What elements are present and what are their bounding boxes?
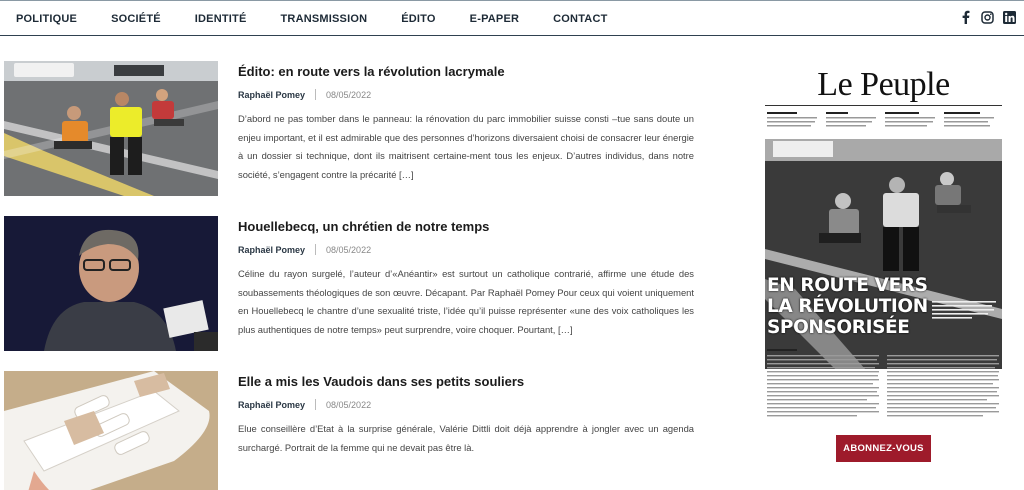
article-meta bbox=[238, 244, 694, 255]
article-thumbnail[interactable] bbox=[4, 216, 218, 351]
article-excerpt: Elue conseillère d’Etat à la surprise générale, Valérie Dittli doit déjà apprendre à jongler avec un agenda surchargé. Portrait de la femme qui ne devait pas être là. bbox=[238, 423, 694, 453]
article-meta bbox=[238, 89, 694, 100]
cover-teaser bbox=[885, 112, 941, 133]
nav-item-contact[interactable]: CONTACT bbox=[553, 12, 608, 25]
sneaker-image bbox=[4, 371, 218, 490]
article-date: 08/05/2022 bbox=[326, 244, 372, 255]
headline-line: EN ROUTE VERS bbox=[767, 275, 928, 296]
nav-menu bbox=[16, 1, 642, 36]
nav-item-e-paper[interactable]: E-PAPER bbox=[469, 12, 520, 25]
article-body bbox=[238, 61, 694, 184]
newspaper-title: Le Peuple bbox=[817, 66, 950, 103]
cover-teaser bbox=[944, 112, 1000, 133]
meta-divider bbox=[315, 399, 316, 410]
cover-masthead bbox=[765, 61, 1002, 139]
social-links bbox=[958, 10, 1016, 24]
headline-summary bbox=[932, 301, 998, 326]
meta-divider bbox=[315, 244, 316, 255]
article-thumbnail[interactable] bbox=[4, 61, 218, 196]
nav-item-identite[interactable]: IDENTITÉ bbox=[194, 12, 247, 25]
article-body bbox=[238, 216, 694, 339]
article-title[interactable]: Houellebecq, un chrétien de notre temps bbox=[238, 219, 490, 234]
article-card bbox=[4, 216, 694, 351]
article-body bbox=[238, 371, 694, 457]
article-card bbox=[4, 61, 694, 196]
article-author[interactable]: Raphaël Pomey bbox=[238, 244, 306, 255]
activists-on-road-image bbox=[4, 61, 218, 196]
cover-editorial-text bbox=[765, 347, 1002, 445]
article-card bbox=[4, 371, 694, 490]
nav-item-societe[interactable]: SOCIÉTÉ bbox=[111, 12, 161, 25]
headline-line: LA RÉVOLUTION bbox=[767, 296, 928, 317]
article-title[interactable]: Elle a mis les Vaudois dans ses petits souliers bbox=[238, 374, 525, 389]
article-meta bbox=[238, 399, 694, 410]
cover-headline bbox=[767, 275, 928, 338]
article-excerpt: D’abord ne pas tomber dans le panneau: la rénovation du parc immobilier suisse consti –tue sans doute un enjeu important, et il est admirable que des personnes d’horizons diversaient choisi de consacrer leur énergie à un dossier si technique, dont ils maitrisent certaine-ment tous les enjeux. D’autres individus, dans notre société, s’engagent contre la précarité […] bbox=[238, 113, 694, 180]
nav-item-transmission[interactable]: TRANSMISSION bbox=[280, 12, 368, 25]
masthead-divider bbox=[765, 105, 1002, 106]
main-navigation bbox=[0, 0, 1024, 36]
meta-divider bbox=[315, 89, 316, 100]
nav-item-politique[interactable]: POLITIQUE bbox=[16, 12, 78, 25]
subscribe-button[interactable]: ABONNEZ-VOUS bbox=[836, 435, 931, 462]
cover-teaser bbox=[826, 112, 882, 133]
article-author[interactable]: Raphaël Pomey bbox=[238, 89, 306, 100]
cover-teaser bbox=[767, 112, 823, 133]
headline-line: SPONSORISÉE bbox=[767, 317, 910, 338]
article-thumbnail[interactable] bbox=[4, 371, 218, 490]
article-title[interactable]: Édito: en route vers la révolution lacrymale bbox=[238, 64, 505, 79]
author-portrait-image bbox=[4, 216, 218, 351]
nav-item-edito[interactable]: ÉDITO bbox=[401, 12, 436, 25]
article-date: 08/05/2022 bbox=[326, 399, 372, 410]
article-date: 08/05/2022 bbox=[326, 89, 372, 100]
linkedin-icon[interactable] bbox=[1002, 10, 1016, 24]
facebook-icon[interactable] bbox=[958, 10, 972, 24]
article-author[interactable]: Raphaël Pomey bbox=[238, 399, 306, 410]
article-excerpt: Céline du rayon surgelé, l’auteur d’«Anéantir» est surtout un catholique contrarié, affirme une étude des soubassements théologiques de son œuvre. Décapant. Par Raphaël Pomey Pour ceux qui voient uniquement en Houellebecq le chantre d’une sexualité triste, l’idée qu’il puisse représenter «une des voix catholiques les plus authentiques de notre temps» peut surprendre, voire choquer. Pourtant, […] bbox=[238, 268, 694, 335]
e-paper-cover[interactable] bbox=[765, 61, 1002, 445]
instagram-icon[interactable] bbox=[980, 10, 994, 24]
